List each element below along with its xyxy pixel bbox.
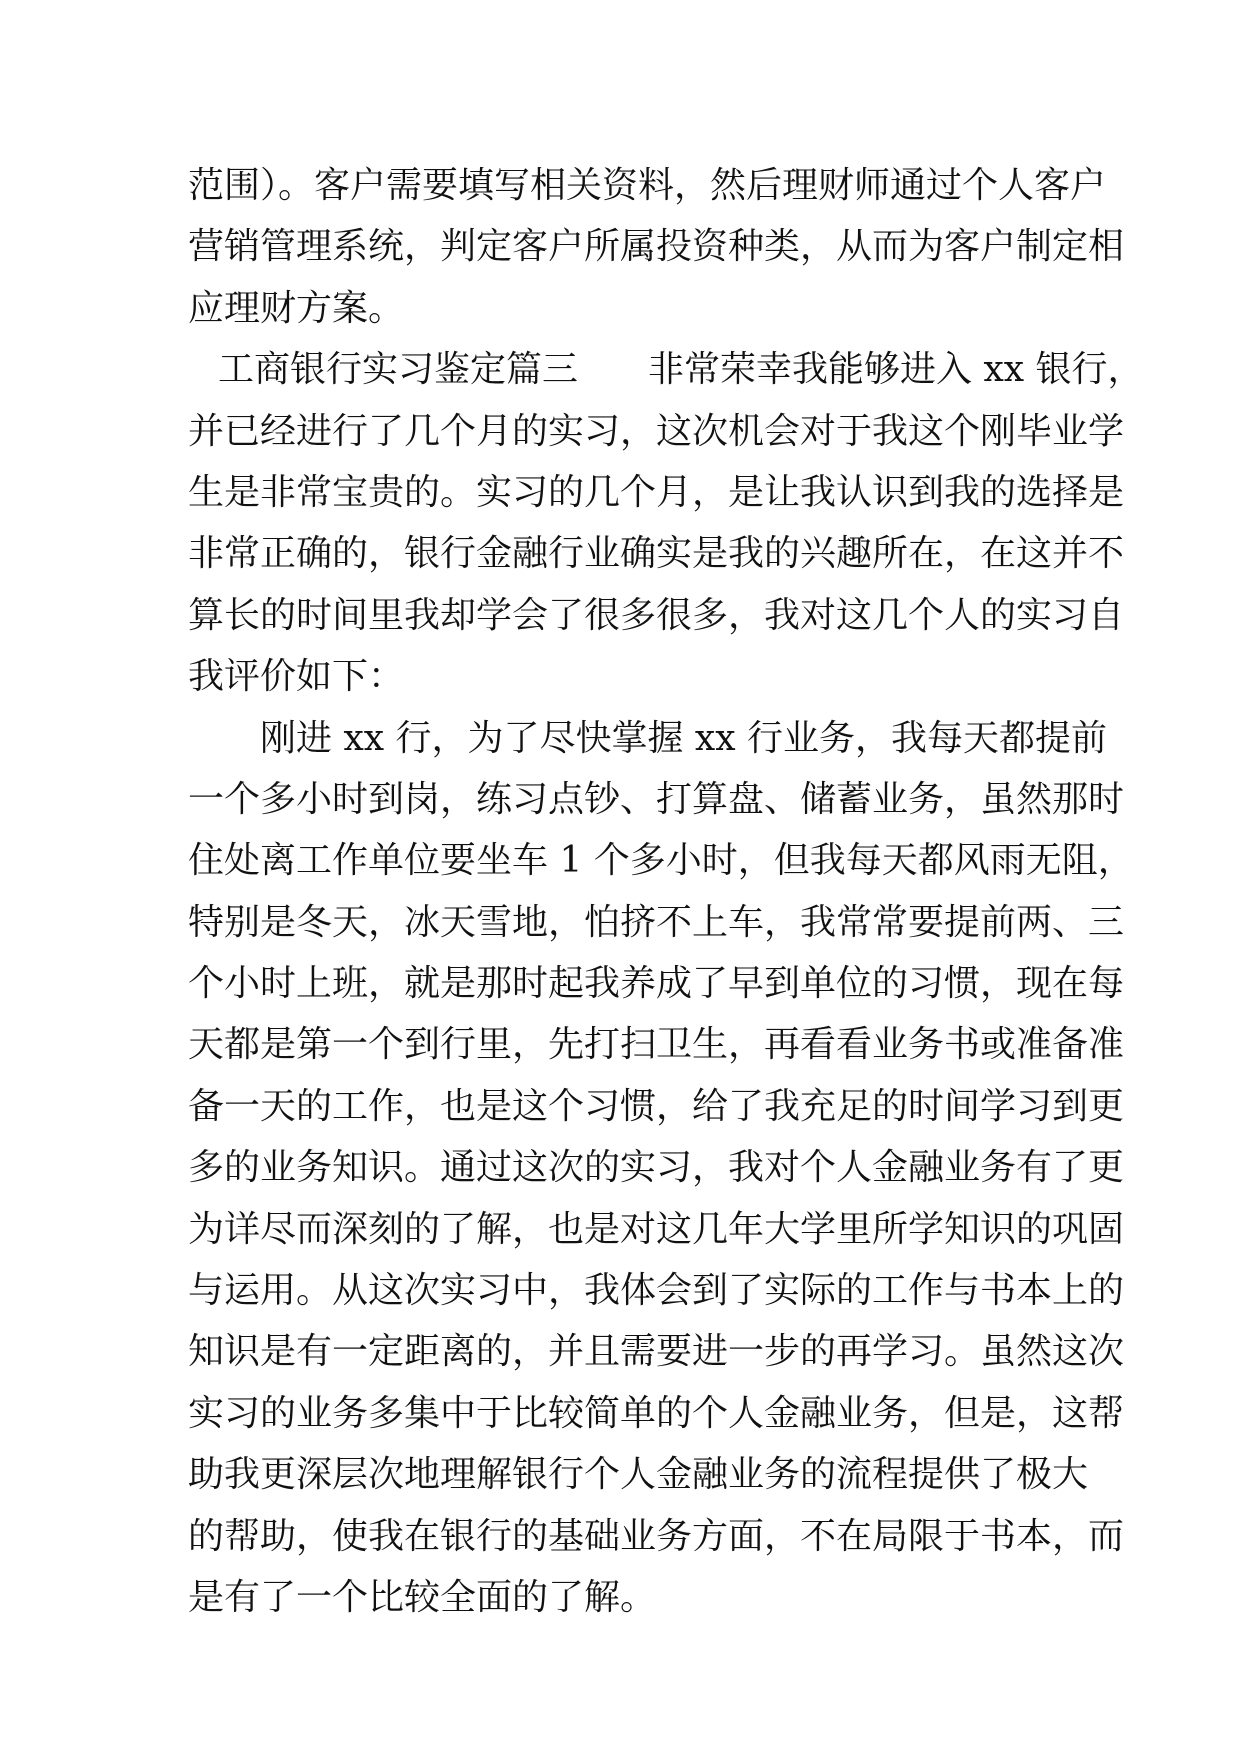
text-line: 多的业务知识。通过这次的实习，我对个人金融业务有了更 (188, 1147, 1125, 1189)
text-line: 备一天的工作，也是这个习惯，给了我充足的时间学习到更 (188, 1085, 1125, 1127)
text-segment: 刚进 xx 行，为了尽快掌握 xx 行业务，我每天都提前 (260, 717, 1107, 759)
text-line: 与运用。从这次实习中，我体会到了实际的工作与书本上的 (188, 1270, 1125, 1312)
text-line: 一个多小时到岗，练习点钞、打算盘、储蓄业务，虽然那时 (188, 778, 1125, 820)
section-heading: 工商银行实习鉴定篇三 (218, 349, 579, 391)
text-line: 实习的业务多集中于比较简单的个人金融业务，但是，这帮 (188, 1392, 1125, 1434)
text-line: 应理财方案。 (188, 287, 405, 329)
text-segment: 非常荣幸我能够进入 xx 银行， (648, 349, 1144, 391)
text-line: 营销管理系统，判定客户所属投资种类，从而为客户制定相 (188, 226, 1125, 268)
text-line: 住处离工作单位要坐车 1 个多小时，但我每天都风雨无阻， (188, 840, 1134, 882)
text-line: 非常正确的，银行金融行业确实是我的兴趣所在，在这并不 (188, 533, 1125, 575)
text-line: 为详尽而深刻的了解，也是对这几年大学里所学知识的巩固 (188, 1208, 1125, 1250)
text-line: 天都是第一个到行里，先打扫卫生，再看看业务书或准备准 (188, 1024, 1125, 1066)
text-line: 是有了一个比较全面的了解。 (188, 1576, 657, 1618)
heading-line (188, 339, 1144, 400)
document-body (188, 155, 1144, 1628)
text-line: 的帮助，使我在银行的基础业务方面，不在局限于书本，而 (188, 1515, 1125, 1557)
text-line: 个小时上班，就是那时起我养成了早到单位的习惯，现在每 (188, 963, 1125, 1005)
text-line: 特别是冬天，冰天雪地，怕挤不上车，我常常要提前两、三 (188, 901, 1125, 943)
text-line: 并已经进行了几个月的实习，这次机会对于我这个刚毕业学 (188, 410, 1125, 452)
text-line: 助我更深层次地理解银行个人金融业务的流程提供了极大 (188, 1454, 1089, 1496)
indented-line (188, 708, 1107, 769)
text-line: 我评价如下： (188, 656, 405, 698)
text-line: 算长的时间里我却学会了很多很多，我对这几个人的实习自 (188, 594, 1125, 636)
text-line: 范围）。客户需要填写相关资料，然后理财师通过个人客户 (188, 165, 1107, 206)
text-line: 知识是有一定距离的，并且需要进一步的再学习。虽然这次 (188, 1331, 1125, 1373)
text-line: 生是非常宝贵的。实习的几个月，是让我认识到我的选择是 (188, 471, 1125, 513)
